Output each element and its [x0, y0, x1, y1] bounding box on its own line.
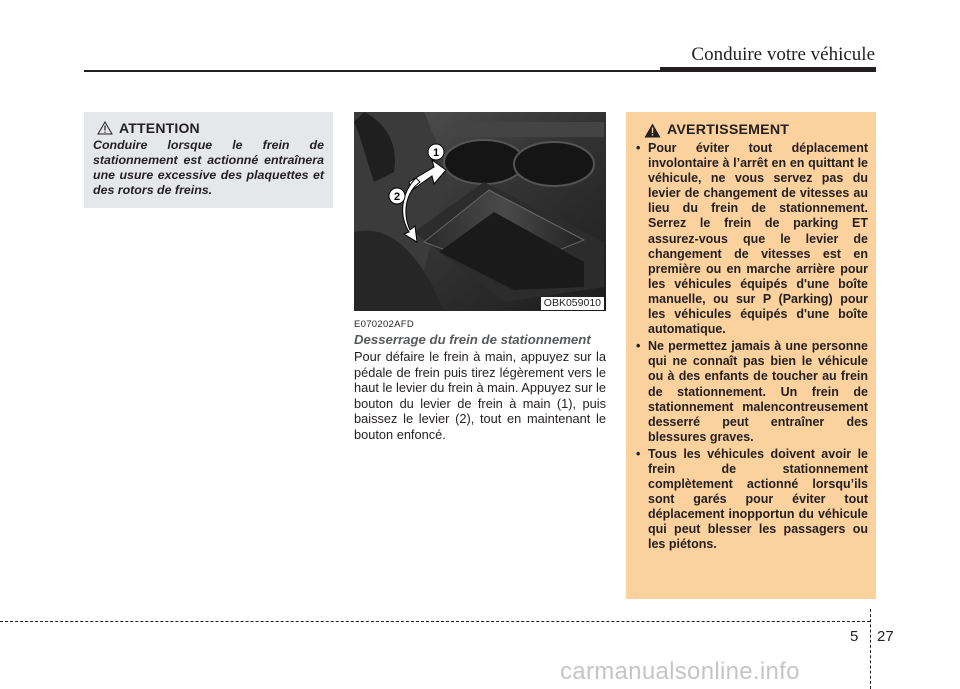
warning-triangle-icon: [644, 123, 661, 138]
watermark-text: carmanualsonline.info: [560, 658, 800, 685]
attention-title: ATTENTION: [119, 120, 200, 136]
footer-divider: [870, 609, 871, 689]
section-title: Desserrage du frein de stationnement: [354, 332, 591, 347]
caution-triangle-icon: [97, 121, 113, 135]
parking-brake-photo: [354, 112, 606, 311]
warning-item: • Ne permettez jamais à une personne qui ne connaît pas bien le véhicule ou à des enfants de toucher au frein de stationnement. Un frein de stationnement malencontreusement desserré peut entraîner des blessures graves.: [634, 339, 868, 445]
warning-item: • Tous les véhicules doivent avoir le frein de stationnement complètement actionné lorsqu’ils sont garés pour éviter tout déplacement inopportun du véhicule qui peut blesser les passagers ou les piétons.: [634, 447, 868, 553]
figure-code: OBK059010: [541, 297, 604, 310]
warning-box: [626, 112, 876, 599]
attention-heading: [97, 120, 324, 136]
header-rule-accent: [660, 67, 876, 72]
parking-brake-illustration: [354, 112, 606, 311]
section-ref-code: E070202AFD: [354, 319, 415, 330]
chapter-number: 5: [850, 628, 859, 645]
footer-rule: [0, 621, 870, 622]
page-number: 27: [877, 628, 894, 645]
attention-text: Conduire lorsque le frein de stationnement est actionné entraînera une usure excessive des plaquettes et des rotors de freins.: [93, 138, 324, 197]
warning-heading: [644, 122, 868, 138]
attention-box: [84, 112, 333, 208]
warning-list: [634, 141, 868, 553]
callout-2: 2: [393, 191, 401, 203]
callout-1: 1: [432, 147, 440, 159]
section-body: Pour défaire le frein à main, appuyez sur la pédale de frein puis tirez légèrement vers le haut le levier du frein à main. Appuyez sur le bouton du levier de frein à main (1), puis baissez le levier (2), tout en maintenant le bouton enfoncé.: [354, 349, 606, 442]
running-header-title: Conduire votre véhicule: [691, 44, 875, 65]
warning-title: AVERTISSEMENT: [667, 122, 790, 138]
warning-item: • Pour éviter tout déplacement involontaire à l’arrêt en en quittant le véhicule, ne vous servez pas du levier de changement de vitesses au lieu du frein de stationnement. Serrez le frein de parking ET assurez-vous que le levier de changement de vitesses est en première ou en marche arrière pour les véhicules équipés d'une boîte manuelle, ou sur P (Parking) pour les véhicules équipés d'une boîte automatique.: [634, 141, 868, 337]
